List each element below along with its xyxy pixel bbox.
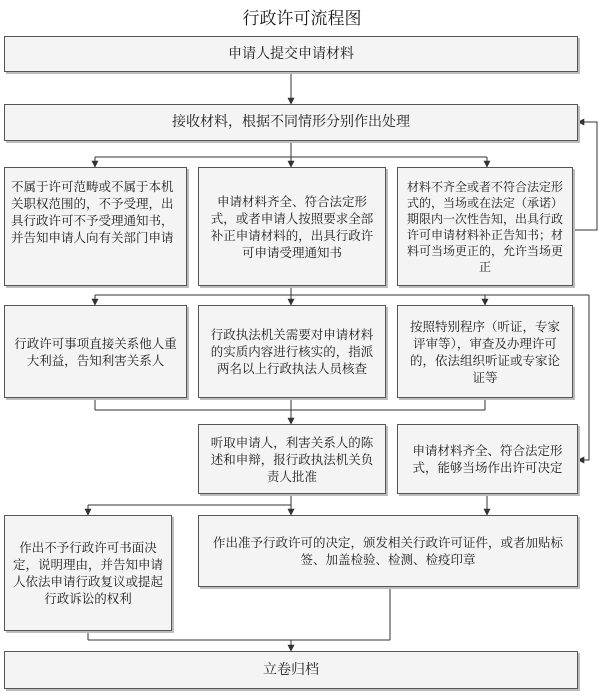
arrow-to-onspot (578, 295, 589, 460)
node-deny-text: 作出不予行政许可书面决定，说明理由，并告知申请人依法申请行政复议或提起行政诉讼的权利 (12, 540, 163, 606)
node-accept-application (198, 167, 386, 286)
node-incomplete-materials (397, 167, 573, 286)
node-verify-materials (198, 305, 386, 398)
node-accept-text: 申请材料齐全、符合法定形式，或者申请人按照要求全部补正申请材料的，出具行政许可申请受理通知书 (210, 193, 374, 260)
page-title: 行政许可流程图 (242, 9, 362, 29)
node-special-procedure (397, 305, 573, 398)
node-reject-text: 不属于许可范畴或不属于本机关职权范围的，不予受理，出具行政许可不予受理通知书，并告知申请人向有关部门申请 (11, 179, 174, 245)
node-incomplete-text: 材料不齐全或者不符合法定形式的，当场或在法定（承诺）期限内一次性告知，出具行政许可申请材料补正告知书；材料可当场更正的，允许当场更正 (406, 179, 563, 274)
node-onspot-text: 申请材料齐全、符合法定形式，能够当场作出许可决定 (412, 443, 563, 475)
node-submit-text: 申请人提交申请材料 (228, 45, 354, 62)
node-receive-text: 接收材料，根据不同情形分别作出处理 (172, 114, 410, 130)
node-on-spot-decision (397, 424, 578, 494)
node-reject-not-in-scope (4, 167, 187, 286)
node-hear-statements (198, 424, 386, 494)
node-deny-permit (4, 515, 172, 631)
node-archive-text: 立卷归档 (263, 661, 319, 678)
node-archive (4, 651, 578, 689)
node-grant-permit (198, 515, 578, 587)
node-verify-text: 行政执法机关需要对申请材料的实质内容进行核实的，指派两名以上行政执法人员核查 (210, 327, 374, 376)
node-special-text: 按照特别程序（听证，专家评审等），审查及办理许可的，依法组织听证或专家论证等 (409, 318, 560, 385)
node-grant-text: 作出准予行政许可的决定，颁发相关行政许可证件，或者加贴标签、加盖检验、检测、检疫印章 (212, 535, 563, 567)
node-receive-materials (4, 104, 578, 141)
node-submit-application (4, 36, 578, 72)
node-notify-interested-party (4, 305, 187, 398)
node-hear-text: 听取申请人，利害关系人的陈述和申辩，报行政执法机关负责人批准 (210, 434, 374, 484)
node-notify-text: 行政许可事项直接关系他人重大利益，告知利害关系人 (14, 335, 177, 368)
